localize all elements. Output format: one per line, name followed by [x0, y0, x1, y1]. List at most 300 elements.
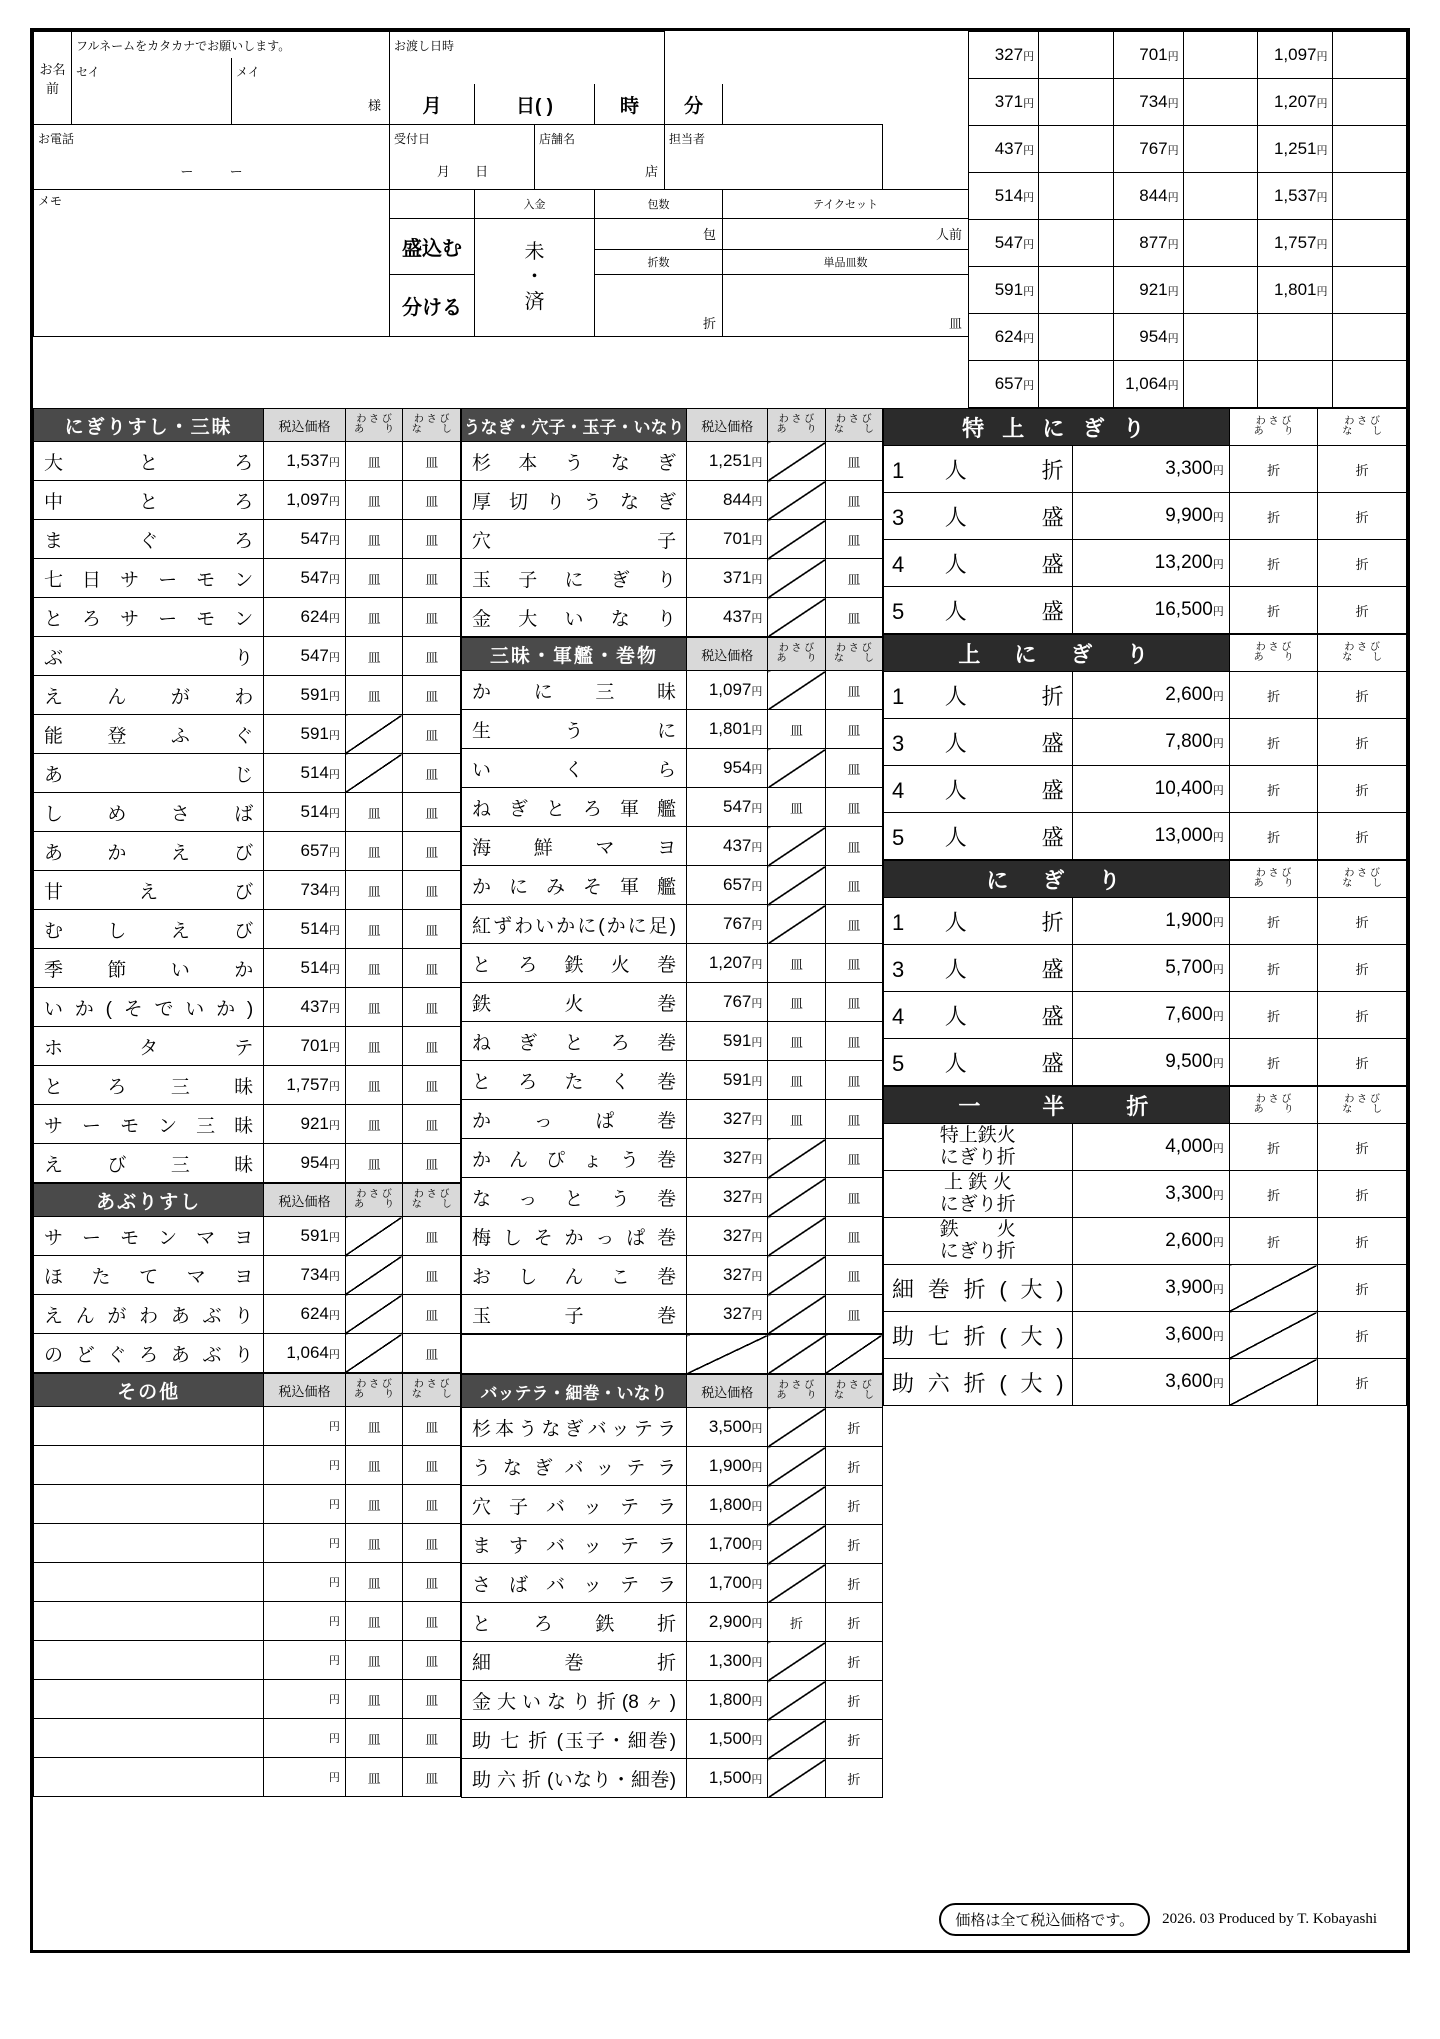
set-row — [884, 1171, 1407, 1218]
tanpin-input[interactable] — [723, 274, 969, 337]
price-grid-check[interactable] — [1183, 361, 1257, 408]
wasabi-nashi-cell[interactable]: 皿 — [403, 1334, 461, 1373]
wasabi-ari-cell[interactable]: 皿 — [345, 559, 403, 598]
wasabi-ari-cell[interactable] — [768, 1525, 825, 1564]
wasabi-nashi-cell[interactable]: 皿 — [825, 944, 882, 983]
wasabi-ari-cell[interactable] — [768, 749, 825, 788]
set-wasabi-nashi-cell[interactable]: 折 — [1318, 992, 1407, 1039]
set-item-price: 2,600円 — [1072, 672, 1229, 719]
set-wasabi-ari-cell[interactable]: 折 — [1229, 1218, 1318, 1265]
tsutsumi-label: 包数 — [595, 190, 723, 219]
set-wasabi-ari-cell[interactable]: 折 — [1229, 719, 1318, 766]
ori-unit: 折 — [703, 316, 717, 331]
item-price-blank[interactable] — [264, 1719, 346, 1758]
wasabi-ari-cell[interactable] — [768, 1408, 825, 1447]
wasabi-nashi-cell[interactable]: 皿 — [825, 749, 882, 788]
menu-row — [462, 788, 883, 827]
price-grid-value: 591円 — [969, 267, 1039, 314]
shop-unit: 店 — [645, 163, 659, 179]
battera-spacer-row — [461, 1334, 883, 1374]
set-wasabi-ari-cell[interactable]: 折 — [1229, 672, 1318, 719]
wasabi-ari-cell[interactable] — [768, 1447, 825, 1486]
set-wasabi-ari-cell[interactable]: 折 — [1229, 898, 1318, 945]
set-wasabi-ari-cell[interactable] — [1229, 1312, 1318, 1359]
nyukin-zumi: 済 — [524, 290, 545, 313]
wasabi-ari-cell[interactable]: 皿 — [345, 481, 403, 520]
set-item-name: 3 人 盛 — [884, 493, 1073, 540]
wakeru-label: 分ける — [390, 274, 475, 337]
set-row — [884, 1218, 1407, 1265]
sei-input[interactable] — [72, 84, 232, 125]
set-item-name: 1 人 折 — [884, 672, 1073, 719]
price-grid-check[interactable] — [1332, 126, 1406, 173]
item-name-blank[interactable] — [34, 1680, 264, 1719]
wasabi-nashi-cell[interactable]: 皿 — [403, 949, 461, 988]
wasabi-nashi-cell[interactable]: 皿 — [403, 1680, 461, 1719]
wasabi-nashi-cell[interactable]: 皿 — [403, 676, 461, 715]
price-grid-check[interactable] — [1039, 79, 1113, 126]
yen-unit: 円 — [1212, 1237, 1224, 1249]
set-wasabi-nashi-cell[interactable]: 折 — [1318, 672, 1407, 719]
wasabi-ari-cell[interactable]: 皿 — [345, 1524, 403, 1563]
wasabi-ari-cell[interactable]: 皿 — [345, 637, 403, 676]
wasabi-ari-cell[interactable] — [768, 905, 825, 944]
set-wasabi-ari-cell[interactable]: 折 — [1229, 813, 1318, 860]
wasabi-ari-cell[interactable]: 皿 — [768, 1022, 825, 1061]
item-price-blank[interactable] — [264, 1407, 346, 1446]
wasabi-nashi-cell[interactable]: 折 — [825, 1720, 882, 1759]
wasabi-ari-cell[interactable]: 皿 — [345, 1485, 403, 1524]
wasabi-ari-cell[interactable]: 皿 — [768, 788, 825, 827]
wasabi-ari-cell[interactable] — [768, 1642, 825, 1681]
wasabi-nashi-cell[interactable]: 皿 — [825, 983, 882, 1022]
price-grid-check[interactable] — [1332, 267, 1406, 314]
price-grid-check[interactable] — [1183, 220, 1257, 267]
wasabi-nashi-cell[interactable]: 皿 — [403, 559, 461, 598]
set-wasabi-nashi-cell[interactable]: 折 — [1318, 766, 1407, 813]
price-grid-check[interactable] — [1039, 126, 1113, 173]
wasabi-ari-cell[interactable]: 皿 — [345, 1719, 403, 1758]
wasabi-nashi-cell[interactable]: 皿 — [825, 710, 882, 749]
set-item-price: 13,000円 — [1072, 813, 1229, 860]
item-name-blank[interactable] — [34, 1407, 264, 1446]
item-name: 紅ずわいかに(かに足) — [462, 905, 687, 944]
set-wasabi-nashi-cell[interactable]: 折 — [1318, 587, 1407, 634]
wasabi-ari-cell[interactable]: 皿 — [345, 949, 403, 988]
wasabi-nashi-cell[interactable]: 皿 — [825, 1256, 882, 1295]
wasabi-ari-cell[interactable]: 皿 — [345, 1563, 403, 1602]
wasabi-ari-cell[interactable]: 皿 — [345, 1641, 403, 1680]
price-grid-check[interactable] — [1039, 314, 1113, 361]
set-wasabi-nashi-cell[interactable]: 折 — [1318, 898, 1407, 945]
wasabi-ari-cell[interactable] — [345, 1256, 403, 1295]
price-grid-check[interactable] — [1332, 361, 1406, 408]
wasabi-nashi-cell[interactable]: 皿 — [403, 1144, 461, 1183]
set-wasabi-ari-cell[interactable]: 折 — [1229, 992, 1318, 1039]
delivery-minute[interactable]: 分 — [665, 84, 723, 125]
menu-column-left — [33, 408, 461, 1798]
wasabi-ari-cell[interactable]: 皿 — [768, 710, 825, 749]
wasabi-nashi-cell[interactable]: 皿 — [403, 637, 461, 676]
wasabi-ari-cell[interactable]: 皿 — [345, 910, 403, 949]
nin-unit: 人前 — [936, 227, 963, 242]
wasabi-ari-cell[interactable] — [768, 1564, 825, 1603]
wasabi-ari-cell[interactable]: 皿 — [345, 520, 403, 559]
item-name-blank[interactable] — [34, 1719, 264, 1758]
price-grid-check[interactable] — [1332, 173, 1406, 220]
wasabi-ari-cell[interactable]: 皿 — [768, 983, 825, 1022]
set-wasabi-nashi-cell[interactable]: 折 — [1318, 1124, 1407, 1171]
yen-unit: 円 — [1212, 785, 1224, 797]
item-name-blank[interactable] — [34, 1485, 264, 1524]
item-name: 玉 子 に ぎ り — [462, 559, 687, 598]
wasabi-ari-cell[interactable] — [768, 1295, 825, 1334]
yen-unit: 円 — [328, 1733, 340, 1745]
set-wasabi-ari-cell[interactable]: 折 — [1229, 540, 1318, 587]
wasabi-nashi-cell[interactable]: 皿 — [403, 1295, 461, 1334]
menu-row — [462, 1061, 883, 1100]
wasabi-nashi-cell[interactable]: 皿 — [403, 1256, 461, 1295]
item-price-blank[interactable] — [264, 1446, 346, 1485]
wasabi-ari-cell[interactable]: 皿 — [345, 1758, 403, 1797]
set-wasabi-nashi-cell[interactable]: 折 — [1318, 719, 1407, 766]
set-wasabi-ari-cell[interactable]: 折 — [1229, 587, 1318, 634]
set-item-price: 1,900円 — [1072, 898, 1229, 945]
wasabi-ari-cell[interactable]: 皿 — [345, 1027, 403, 1066]
set-wasabi-nashi-cell[interactable]: 折 — [1318, 1359, 1407, 1406]
yen-unit: 円 — [328, 457, 340, 469]
wasabi-ari-cell[interactable]: 皿 — [345, 1446, 403, 1485]
set-wasabi-ari-cell[interactable]: 折 — [1229, 1124, 1318, 1171]
wasabi-nashi-cell[interactable]: 皿 — [403, 871, 461, 910]
price-grid-check[interactable] — [1039, 220, 1113, 267]
set-wasabi-ari-cell[interactable] — [1229, 1359, 1318, 1406]
wasabi-nashi-cell[interactable]: 折 — [825, 1681, 882, 1720]
yen-unit: 円 — [1212, 917, 1224, 929]
item-name-blank[interactable] — [34, 1446, 264, 1485]
set-item-price: 9,900円 — [1072, 493, 1229, 540]
item-name-blank[interactable] — [34, 1524, 264, 1563]
wasabi-nashi-cell[interactable]: 皿 — [403, 793, 461, 832]
set-item-name: 1 人 折 — [884, 446, 1073, 493]
set-wasabi-ari-cell[interactable]: 折 — [1229, 766, 1318, 813]
wasabi-ari-cell[interactable]: 皿 — [345, 1144, 403, 1183]
yen-unit: 円 — [1167, 98, 1179, 110]
price-grid-check[interactable] — [1039, 32, 1113, 79]
takeset-input[interactable] — [723, 218, 969, 249]
wasabi-ari-cell[interactable]: 皿 — [768, 944, 825, 983]
memo-input[interactable] — [34, 218, 390, 337]
set-wasabi-ari-cell[interactable]: 折 — [1229, 1171, 1318, 1218]
wasabi-nashi-cell[interactable]: 折 — [825, 1564, 882, 1603]
wasabi-ari-cell[interactable]: 皿 — [345, 988, 403, 1027]
wasabi-nashi-cell[interactable]: 皿 — [825, 1100, 882, 1139]
menu-row — [34, 598, 461, 637]
nyukin-status[interactable] — [475, 218, 595, 337]
set-item-name: 4 人 盛 — [884, 992, 1073, 1039]
price-grid-check[interactable] — [1332, 79, 1406, 126]
price-grid-check[interactable] — [1332, 220, 1406, 267]
wasabi-ari-cell[interactable]: 皿 — [345, 442, 403, 481]
wasabi-nashi-cell[interactable]: 皿 — [825, 1295, 882, 1334]
wasabi-nashi-cell[interactable]: 皿 — [403, 1641, 461, 1680]
tsutsumi-input[interactable] — [595, 218, 723, 249]
wasabi-ari-cell[interactable] — [345, 754, 403, 793]
price-grid-value: 547円 — [969, 220, 1039, 267]
shop-input[interactable] — [535, 151, 665, 190]
wasabi-ari-cell[interactable] — [768, 520, 825, 559]
set-wasabi-nashi-cell[interactable]: 折 — [1318, 493, 1407, 540]
wasabi-ari-cell[interactable] — [768, 866, 825, 905]
price-grid-check[interactable] — [1039, 173, 1113, 220]
wasabi-ari-header: わ さ び あ り — [768, 409, 825, 442]
wasabi-nashi-cell[interactable]: 折 — [825, 1525, 882, 1564]
wasabi-nashi-cell[interactable]: 折 — [825, 1486, 882, 1525]
item-price: 954円 — [687, 749, 768, 788]
set-wasabi-nashi-cell[interactable]: 折 — [1318, 1312, 1407, 1359]
price-grid-check[interactable] — [1183, 126, 1257, 173]
memo-label: メモ — [34, 190, 390, 219]
set-wasabi-nashi-cell[interactable]: 折 — [1318, 1039, 1407, 1086]
wasabi-nashi-cell[interactable]: 皿 — [403, 1446, 461, 1485]
item-name: か に 三 昧 — [462, 671, 687, 710]
menu-row-blank — [34, 1524, 461, 1563]
item-price: 767円 — [687, 905, 768, 944]
wasabi-nashi-cell[interactable]: 皿 — [825, 1061, 882, 1100]
set-item-name: 5 人 盛 — [884, 587, 1073, 634]
item-price-blank[interactable] — [264, 1680, 346, 1719]
price-grid-check[interactable] — [1332, 314, 1406, 361]
set-wasabi-ari-cell[interactable]: 折 — [1229, 446, 1318, 493]
yen-unit: 円 — [1212, 832, 1224, 844]
staff-input[interactable] — [665, 151, 883, 190]
wasabi-ari-cell[interactable]: 皿 — [345, 871, 403, 910]
wasabi-ari-cell[interactable] — [768, 481, 825, 520]
price-grid-check[interactable] — [1332, 32, 1406, 79]
wasabi-nashi-cell[interactable]: 皿 — [403, 832, 461, 871]
wasabi-nashi-header: わ さ び な し — [403, 409, 461, 442]
wasabi-nashi-cell[interactable]: 皿 — [403, 1027, 461, 1066]
wasabi-ari-cell[interactable] — [768, 559, 825, 598]
menu-row — [462, 1295, 883, 1334]
wasabi-ari-cell[interactable] — [768, 1720, 825, 1759]
wasabi-nashi-cell[interactable]: 折 — [825, 1603, 882, 1642]
price-grid-row — [969, 361, 1407, 408]
wasabi-nashi-cell[interactable]: 皿 — [825, 559, 882, 598]
wasabi-ari-cell[interactable] — [345, 715, 403, 754]
set-wasabi-nashi-cell[interactable]: 折 — [1318, 1265, 1407, 1312]
menu-row — [34, 1144, 461, 1183]
set-item-name: 5 人 盛 — [884, 813, 1073, 860]
set-item-price: 3,600円 — [1072, 1312, 1229, 1359]
wasabi-nashi-cell[interactable]: 皿 — [825, 671, 882, 710]
reception-date[interactable] — [390, 151, 535, 190]
price-grid-check[interactable] — [1183, 267, 1257, 314]
wasabi-nashi-cell[interactable]: 皿 — [403, 910, 461, 949]
ori-input[interactable] — [595, 274, 723, 337]
item-price-blank[interactable] — [264, 1563, 346, 1602]
wasabi-ari-cell[interactable]: 皿 — [345, 793, 403, 832]
yen-unit: 円 — [1023, 192, 1035, 204]
wasabi-nashi-cell[interactable]: 皿 — [825, 481, 882, 520]
set-section — [883, 860, 1407, 1086]
wasabi-nashi-cell[interactable]: 皿 — [403, 1602, 461, 1641]
menu-row — [462, 1564, 883, 1603]
item-price-blank[interactable] — [264, 1602, 346, 1641]
tel-input[interactable] — [34, 151, 390, 190]
wasabi-nashi-cell[interactable]: 皿 — [403, 598, 461, 637]
item-price: 1,700円 — [687, 1564, 768, 1603]
wasabi-ari-cell[interactable]: 皿 — [345, 676, 403, 715]
price-grid-value: 877円 — [1113, 220, 1183, 267]
set-title: 一 半 折 — [884, 1087, 1230, 1124]
wasabi-ari-cell[interactable] — [768, 1217, 825, 1256]
section-unagi — [461, 408, 883, 637]
set-wasabi-nashi-cell[interactable]: 折 — [1318, 813, 1407, 860]
wasabi-ari-cell[interactable] — [345, 1217, 403, 1256]
yen-unit: 円 — [328, 1421, 340, 1433]
wasabi-nashi-cell[interactable]: 皿 — [403, 1217, 461, 1256]
delivery-day[interactable]: 日( ) — [475, 84, 595, 125]
wasabi-nashi-cell[interactable]: 皿 — [825, 1139, 882, 1178]
set-wasabi-nashi-cell[interactable]: 折 — [1318, 1171, 1407, 1218]
wasabi-nashi-cell[interactable]: 折 — [825, 1759, 882, 1798]
wasabi-nashi-cell[interactable]: 皿 — [403, 520, 461, 559]
wasabi-nashi-cell[interactable]: 皿 — [403, 1758, 461, 1797]
wasabi-ari-cell[interactable]: 折 — [768, 1603, 825, 1642]
menu-row — [34, 676, 461, 715]
wasabi-ari-cell[interactable] — [345, 1334, 403, 1373]
wasabi-ari-cell[interactable] — [768, 1681, 825, 1720]
wasabi-ari-cell[interactable] — [768, 671, 825, 710]
menu-row — [34, 1027, 461, 1066]
wasabi-nashi-cell[interactable]: 皿 — [403, 442, 461, 481]
wasabi-nashi-cell[interactable]: 折 — [825, 1642, 882, 1681]
wasabi-nashi-cell[interactable]: 皿 — [403, 1485, 461, 1524]
wasabi-nashi-cell[interactable]: 皿 — [403, 1105, 461, 1144]
tel-dash-2: ー — [229, 163, 243, 179]
wasabi-ari-cell[interactable]: 皿 — [768, 1100, 825, 1139]
set-wasabi-nashi-cell[interactable]: 折 — [1318, 446, 1407, 493]
wasabi-nashi-cell[interactable]: 皿 — [825, 598, 882, 637]
yen-unit: 円 — [751, 1618, 763, 1630]
wasabi-ari-cell[interactable]: 皿 — [768, 1061, 825, 1100]
wasabi-ari-cell[interactable]: 皿 — [345, 1680, 403, 1719]
set-wasabi-ari-cell[interactable] — [1229, 1265, 1318, 1312]
item-price-blank[interactable] — [264, 1485, 346, 1524]
wasabi-nashi-cell[interactable]: 皿 — [825, 1217, 882, 1256]
wasabi-nashi-cell[interactable]: 皿 — [825, 788, 882, 827]
price-grid-value: 1,064円 — [1113, 361, 1183, 408]
item-name-blank[interactable] — [34, 1758, 264, 1797]
section-title-unagi: うなぎ・穴子・玉子・いなり — [462, 409, 687, 442]
wasabi-nashi-cell[interactable]: 皿 — [825, 827, 882, 866]
wasabi-ari-cell[interactable] — [768, 1139, 825, 1178]
wasabi-nashi-cell[interactable]: 皿 — [403, 481, 461, 520]
set-wasabi-ari-cell[interactable]: 折 — [1229, 493, 1318, 540]
price-grid-check[interactable] — [1039, 361, 1113, 408]
item-price-blank[interactable] — [264, 1524, 346, 1563]
item-name: む し え び — [34, 910, 264, 949]
item-name-blank[interactable] — [34, 1641, 264, 1680]
price-header: 税込価格 — [687, 409, 768, 442]
set-wasabi-nashi-cell[interactable]: 折 — [1318, 1218, 1407, 1265]
delivery-spacer — [390, 58, 665, 84]
wasabi-ari-cell[interactable] — [768, 1178, 825, 1217]
nyukin-mi: 未 — [524, 240, 545, 263]
wasabi-ari-cell[interactable] — [768, 827, 825, 866]
wasabi-ari-cell[interactable]: 皿 — [345, 1407, 403, 1446]
wasabi-ari-cell[interactable]: 皿 — [345, 598, 403, 637]
item-price: 1,300円 — [687, 1642, 768, 1681]
yen-unit: 円 — [328, 1349, 340, 1361]
set-wasabi-ari-cell[interactable]: 折 — [1229, 1039, 1318, 1086]
wasabi-nashi-cell[interactable]: 皿 — [403, 1524, 461, 1563]
price-grid-row — [969, 267, 1407, 314]
price-grid-check[interactable] — [1183, 314, 1257, 361]
set-wasabi-nashi-cell[interactable]: 折 — [1318, 945, 1407, 992]
item-price: 1,097円 — [264, 481, 346, 520]
yen-unit: 円 — [1316, 145, 1328, 157]
item-price-blank[interactable] — [264, 1758, 346, 1797]
delivery-hour[interactable]: 時 — [595, 84, 665, 125]
set-wasabi-ari-cell[interactable]: 折 — [1229, 945, 1318, 992]
wasabi-nashi-cell[interactable]: 皿 — [825, 442, 882, 481]
wasabi-nashi-cell[interactable]: 皿 — [825, 1022, 882, 1061]
menu-row — [34, 793, 461, 832]
wasabi-ari-cell[interactable]: 皿 — [345, 1105, 403, 1144]
wasabi-nashi-cell[interactable]: 皿 — [403, 715, 461, 754]
wasabi-nashi-cell[interactable]: 折 — [825, 1447, 882, 1486]
wasabi-nashi-cell[interactable]: 皿 — [825, 520, 882, 559]
item-name: サーモンマヨ — [34, 1217, 264, 1256]
wasabi-ari-cell[interactable] — [768, 598, 825, 637]
wasabi-nashi-cell[interactable]: 皿 — [403, 988, 461, 1027]
price-grid-check[interactable] — [1039, 267, 1113, 314]
item-name-blank[interactable] — [34, 1563, 264, 1602]
item-name: さ ば バ ッ テ ラ — [462, 1564, 687, 1603]
wasabi-nashi-cell[interactable]: 皿 — [403, 754, 461, 793]
price-grid-check[interactable] — [1183, 32, 1257, 79]
delivery-month[interactable]: 月 — [390, 84, 475, 125]
item-price: 1,800円 — [687, 1681, 768, 1720]
wasabi-ari-cell[interactable]: 皿 — [345, 832, 403, 871]
item-name-blank[interactable] — [34, 1602, 264, 1641]
wasabi-ari-cell[interactable] — [768, 1486, 825, 1525]
wasabi-nashi-cell[interactable]: 皿 — [825, 1178, 882, 1217]
wasabi-nashi-cell[interactable]: 折 — [825, 1408, 882, 1447]
item-name: 七日サーモン — [34, 559, 264, 598]
wasabi-ari-cell[interactable]: 皿 — [345, 1602, 403, 1641]
wasabi-nashi-cell[interactable]: 皿 — [403, 1066, 461, 1105]
wasabi-nashi-cell[interactable]: 皿 — [403, 1563, 461, 1602]
wasabi-ari-cell[interactable] — [345, 1295, 403, 1334]
wasabi-ari-cell[interactable]: 皿 — [345, 1066, 403, 1105]
wasabi-nashi-cell[interactable]: 皿 — [403, 1407, 461, 1446]
wasabi-nashi-cell[interactable]: 皿 — [825, 905, 882, 944]
wasabi-ari-cell[interactable] — [768, 442, 825, 481]
price-grid-check[interactable] — [1183, 79, 1257, 126]
wasabi-nashi-cell[interactable]: 皿 — [825, 866, 882, 905]
wasabi-nashi-cell[interactable]: 皿 — [403, 1719, 461, 1758]
wasabi-nashi-header: わ さ び な し — [1318, 861, 1407, 898]
wasabi-ari-cell[interactable] — [768, 1759, 825, 1798]
set-wasabi-nashi-cell[interactable]: 折 — [1318, 540, 1407, 587]
price-grid-check[interactable] — [1183, 173, 1257, 220]
wasabi-ari-cell[interactable] — [768, 1256, 825, 1295]
item-price-blank[interactable] — [264, 1641, 346, 1680]
reception-month: 月 — [436, 163, 450, 179]
